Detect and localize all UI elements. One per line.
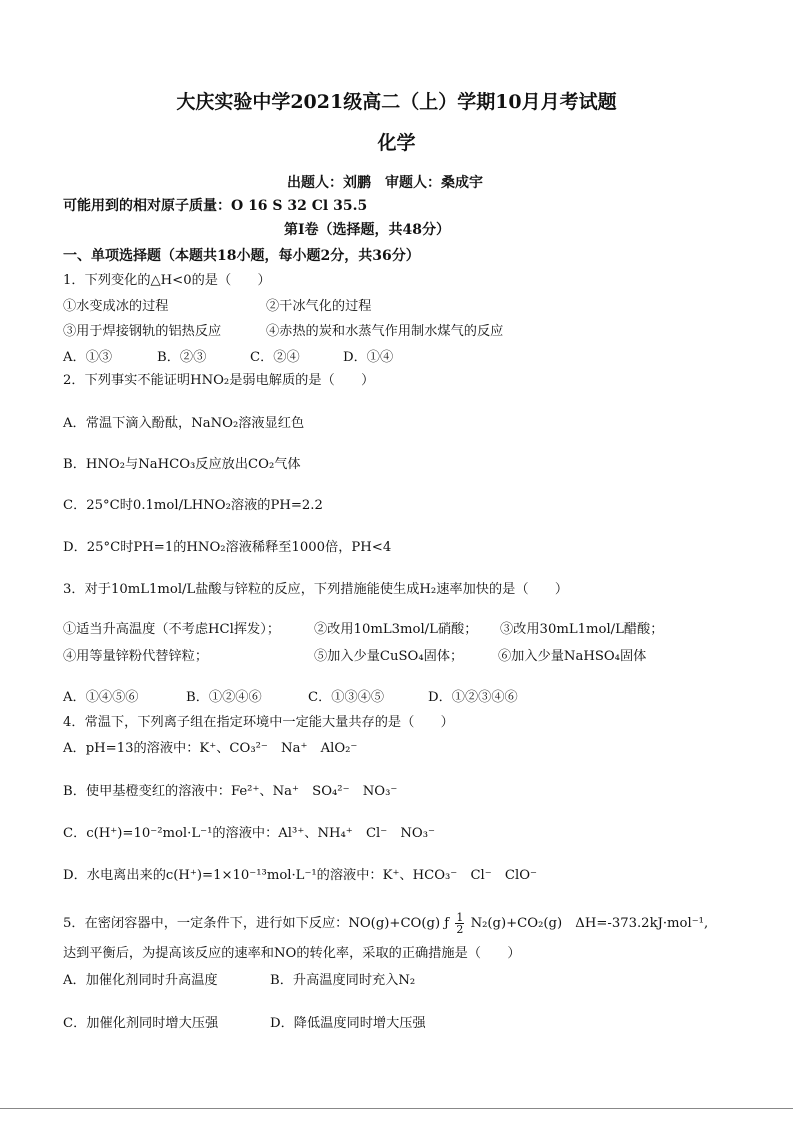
q2-option-c: C．25°C时0.1mol/LHNO₂溶液的PH=2.2 <box>63 498 323 513</box>
q5-fraction-numerator: 1 <box>456 911 464 924</box>
q1-stem: 1．下列变化的△H<0的是（ ） <box>63 273 271 288</box>
q4-option-a: A．pH=13的溶液中：K⁺、CO₃²⁻ Na⁺ AlO₂⁻ <box>63 741 358 756</box>
q5-stem-post: N₂(g)+CO₂(g) ΔH=-373.2kJ·mol⁻¹, <box>470 916 709 931</box>
q3-stem: 3．对于10mL1mol/L盐酸与锌粒的反应，下列措施能使生成H₂速率加快的是（ ） <box>63 582 569 597</box>
q1-option-a: A．①③ <box>63 350 113 365</box>
exam-title: 大庆实验中学2021级高二（上）学期10月月考试题 <box>176 91 617 113</box>
q3-item-1: ①适当升高温度（不考虑HCl挥发）； <box>63 622 281 637</box>
q4-option-b: B．使甲基橙变红的溶液中：Fe²⁺、Na⁺ SO₄²⁻ NO₃⁻ <box>63 784 398 799</box>
q3-item-6: ⑥加入少量NaHSO₄固体 <box>498 649 647 664</box>
q2-option-b: B．HNO₂与NaHCO₃反应放出CO₂气体 <box>63 457 301 472</box>
atomic-masses-line: 可能用到的相对原子质量：O 16 S 32 Cl 35.5 <box>63 198 368 214</box>
part1-heading: 第I卷（选择题，共48分） <box>284 222 451 238</box>
q5-option-a: A．加催化剂同时升高温度 <box>63 973 218 988</box>
q5-option-c: C．加催化剂同时增大压强 <box>63 1016 219 1031</box>
q3-option-b: B．①②④⑥ <box>186 690 262 705</box>
q1-option-c: C．②④ <box>250 350 300 365</box>
q5-stem-line1 <box>63 912 708 935</box>
q4-stem: 4．常温下，下列离子组在指定环境中一定能大量共存的是（ ） <box>63 715 454 730</box>
q3-item-3: ③改用30mL1mol/L醋酸； <box>500 622 664 637</box>
q2-option-d: D．25°C时PH=1的HNO₂溶液稀释至1000倍，PH<4 <box>63 540 392 555</box>
q2-option-a: A．常温下滴入酚酞，NaNO₂溶液显红色 <box>63 416 305 431</box>
q3-item-5: ⑤加入少量CuSO₄固体； <box>314 649 464 664</box>
q3-item-4: ④用等量锌粉代替锌粒； <box>63 649 209 664</box>
section1-heading: 一、单项选择题（本题共18小题，每小题2分，共36分） <box>63 248 420 264</box>
q5-stem-line2: 达到平衡后，为提高该反应的速率和NO的转化率，采取的正确措施是（ ） <box>63 946 521 961</box>
q5-fraction-denominator: 2 <box>456 923 464 936</box>
subject-title: 化学 <box>377 132 416 154</box>
q4-option-c: C．c(H⁺)=10⁻²mol·L⁻¹的溶液中：Al³⁺、NH₄⁺ Cl⁻ NO₃⁻ <box>63 826 435 841</box>
q2-stem: 2．下列事实不能证明HNO₂是弱电解质的是（ ） <box>63 373 375 388</box>
q1-item-4: ④赤热的炭和水蒸气作用制水煤气的反应 <box>266 324 504 339</box>
q5-option-d: D．降低温度同时增大压强 <box>270 1016 426 1031</box>
q1-item-1: ①水变成冰的过程 <box>63 299 169 314</box>
q1-item-3: ③用于焊接钢轨的铝热反应 <box>63 324 222 339</box>
q5-option-b: B．升高温度同时充入N₂ <box>270 973 416 988</box>
q1-item-2: ②干冰气化的过程 <box>266 299 372 314</box>
q3-option-a: A．①④⑤⑥ <box>63 690 139 705</box>
q5-fraction <box>455 912 464 935</box>
q4-option-d: D．水电离出来的c(H⁺)=1×10⁻¹³mol·L⁻¹的溶液中：K⁺、HCO₃⁻ Cl⁻ ClO⁻ <box>63 868 537 883</box>
q1-option-b: B．②③ <box>157 350 207 365</box>
q3-item-2: ②改用10mL3mol/L硝酸； <box>314 622 478 637</box>
authors-line: 出题人：刘鹏 审题人：桑成宇 <box>287 175 483 191</box>
q3-option-d: D．①②③④⑥ <box>428 690 518 705</box>
q1-option-d: D．①④ <box>343 350 394 365</box>
q3-option-c: C．①③④⑤ <box>308 690 385 705</box>
page-bottom-divider <box>0 1108 793 1109</box>
q5-stem-pre: 5．在密闭容器中，一定条件下，进行如下反应：NO(g)+CO(g) ƒ <box>63 916 450 931</box>
